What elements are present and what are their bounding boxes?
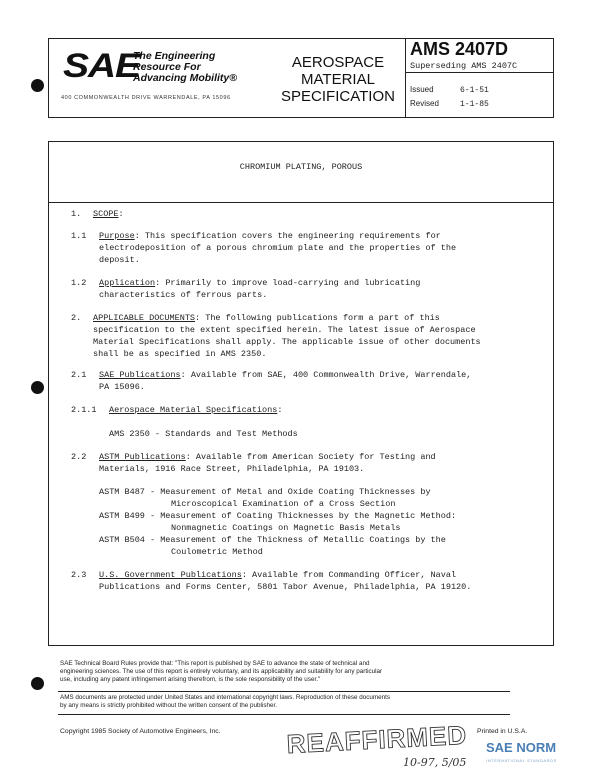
document-title: CHROMIUM PLATING, POROUS: [239, 162, 363, 172]
reference-astm-b499: ASTM B499 - Measurement of Coating Thicknesses by the Magnetic Method: Nonmagnetic Coatings on Magnetic Basis Metals: [99, 511, 457, 533]
section-number: 2.3: [71, 570, 87, 580]
revised-date: 1-1-85: [460, 100, 489, 109]
issued-row: Issued 6-1-51: [410, 85, 489, 95]
section-number: 2.1.1: [71, 405, 97, 415]
reference-astm-b487: ASTM B487 - Measurement of Metal and Oxide Coating Thicknesses by Microscopical Examination of a Cross Section: [99, 487, 431, 509]
ams-number: AMS 2407D: [410, 39, 509, 59]
section-number: 1.2: [71, 278, 87, 288]
printed-in: Printed in U.S.A.: [477, 728, 528, 735]
spec-body: [48, 141, 554, 646]
superseding-note: Superseding AMS 2407C: [410, 61, 518, 71]
sae-tagline: The Engineering Resource For Advancing Mobility®: [133, 50, 237, 84]
section-application: Application: Primarily to improve load-carrying and lubricating characteristics of ferrous parts.: [99, 278, 421, 300]
sae-norm-subtext: INTERNATIONAL STANDARDS: [486, 758, 557, 763]
reference-ams2350: AMS 2350 - Standards and Test Methods: [109, 429, 298, 439]
section-astm-publications: ASTM Publications: Available from American Society for Testing and Materials, 1916 Race Street, Philadelphia, PA 19103.: [99, 452, 436, 474]
sae-logo-block: [49, 39, 269, 117]
section-sae-publications: SAE Publications: Available from SAE, 400 Commonwealth Drive, Warrendale, PA 15096.: [99, 370, 472, 392]
divider: [406, 72, 553, 73]
spec-type-title: AEROSPACE MATERIAL SPECIFICATION: [281, 54, 395, 105]
section-number: 2.: [71, 313, 82, 323]
divider: [49, 202, 553, 203]
sae-logo: SAE: [63, 47, 140, 85]
section-number: 2.1: [71, 370, 87, 380]
binder-hole-bottom: [31, 677, 44, 690]
reference-astm-b504: ASTM B504 - Measurement of the Thickness of Metallic Coatings by the Coulometric Method: [99, 535, 446, 557]
issued-date: 6-1-51: [460, 86, 489, 95]
spec-header: [48, 38, 554, 118]
section-number: 2.2: [71, 452, 87, 462]
section-us-government-publications: U.S. Government Publications: Available from Commanding Officer, Naval Publications and Forms Center, 5801 Tabor Avenue, Philadelphia, PA 19120.: [99, 570, 472, 592]
section-ams-heading: Aerospace Material Specifications:: [109, 405, 283, 415]
section-purpose: Purpose: This specification covers the engineering requirements for electrodeposition of a porous chromium plate and the properties of the deposit.: [99, 231, 457, 265]
sae-address: 400 COMMONWEALTH DRIVE WARRENDALE, PA 15096: [61, 95, 231, 101]
binder-hole-middle: [31, 381, 44, 394]
stamp-date: 10-97, 5/05: [403, 756, 467, 769]
section-number: 1.: [71, 209, 82, 219]
reaffirmed-stamp: [285, 720, 485, 770]
ams-number-block: [405, 39, 553, 117]
section-number: 1.1: [71, 231, 87, 241]
section-applicable-documents: APPLICABLE DOCUMENTS: The following publications form a part of this specification to the extent specified herein. The latest issue of Aerospace Material Specifications shall apply. The applicable issue of other documents shall be as specified in AMS 2350.: [93, 313, 481, 359]
section-scope-heading: SCOPE:: [93, 209, 124, 219]
stamp-text: REAFFIRMED: [286, 720, 468, 760]
revised-row: Revised 1-1-85: [410, 99, 489, 109]
copyright-notice: AMS documents are protected under United States and international copyright laws. Reproduction of these documents by any means is strictly prohibited without the written consent of the publisher.: [60, 694, 391, 709]
binder-hole-top: [31, 79, 44, 92]
technical-board-rules: SAE Technical Board Rules provide that: "This report is published by SAE to advance the state of technical and engineering sciences. The use of this report is entirely voluntary, and its applicability and suitability for any particular use, including any patent infringement arising therefrom, is the sole responsibility of the user.": [60, 660, 383, 683]
copyright-line: Copyright 1985 Society of Automotive Engineers, Inc.: [60, 728, 221, 735]
sae-norm-watermark: SAE NORM: [486, 740, 557, 755]
